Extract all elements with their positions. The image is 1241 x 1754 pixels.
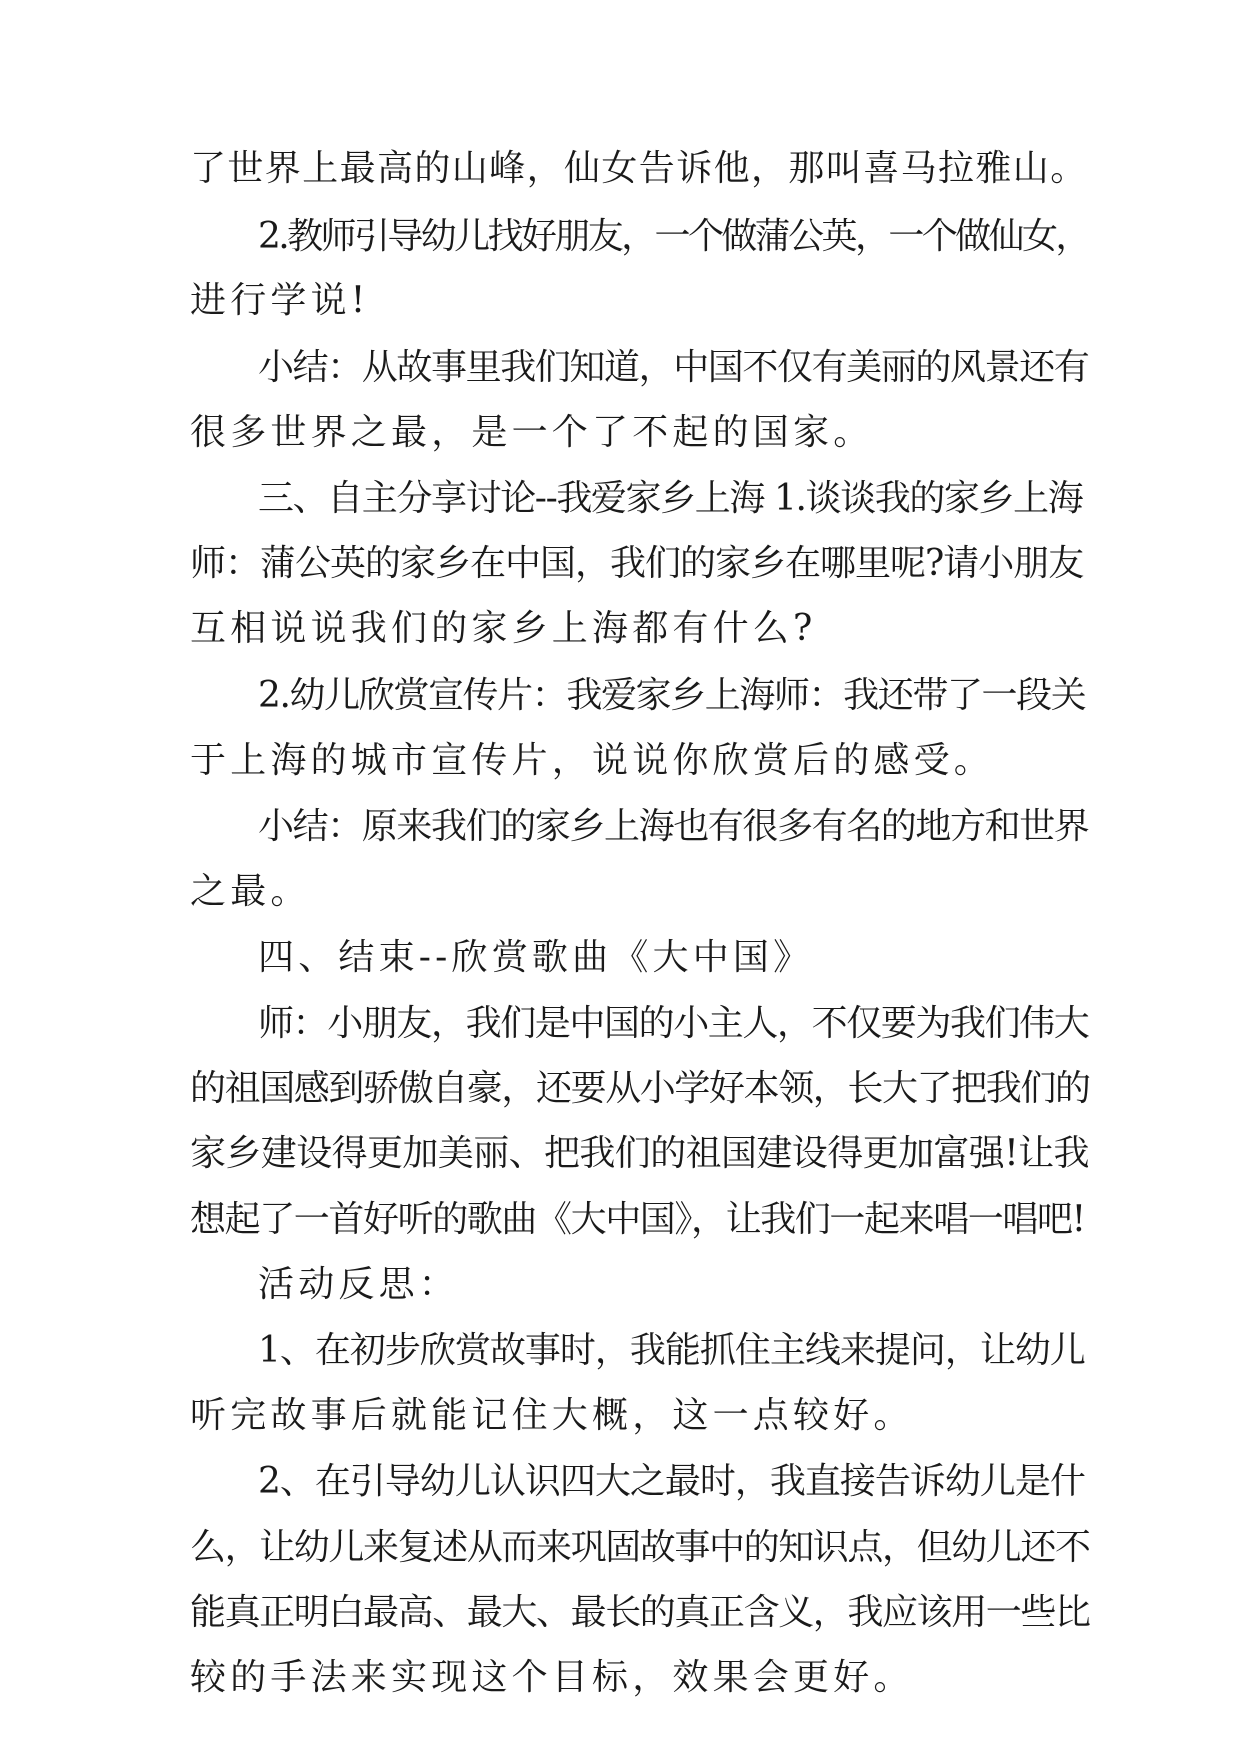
text-line: 师：蒲公英的家乡在中国，我们的家乡在哪里呢?请小朋友 bbox=[190, 543, 1084, 584]
text-line: 小结：原来我们的家乡上海也有很多有名的地方和世界 bbox=[258, 806, 1089, 847]
text-line: 2、在引导幼儿认识四大之最时，我直接告诉幼儿是什 bbox=[258, 1461, 1085, 1502]
text-line: 于上海的城市宣传片，说说你欣赏后的感受。 bbox=[190, 740, 995, 781]
text-line: 2.教师引导幼儿找好朋友，一个做蒲公英，一个做仙女， bbox=[258, 216, 1089, 257]
text-line: 四、结束--欣赏歌曲《大中国》 bbox=[258, 937, 814, 978]
text-line: 了世界上最高的山峰，仙女告诉他，那叫喜马拉雅山。 bbox=[190, 148, 1088, 189]
text-line: 的祖国感到骄傲自豪，还要从小学好本领，长大了把我们的 bbox=[190, 1068, 1090, 1109]
text-line: 之最。 bbox=[190, 871, 311, 912]
text-line: 想起了一首好听的歌曲《大中国》，让我们一起来唱一唱吧! bbox=[190, 1199, 1085, 1240]
text-line: 进行学说! bbox=[190, 280, 370, 321]
text-line: 么，让幼儿来复述从而来巩固故事中的知识点，但幼儿还不 bbox=[190, 1527, 1090, 1568]
text-line: 很多世界之最，是一个了不起的国家。 bbox=[190, 412, 874, 453]
text-line: 三、自主分享讨论--我爱家乡上海 1.谈谈我的家乡上海 bbox=[258, 478, 1083, 519]
text-line: 能真正明白最高、最大、最长的真正含义，我应该用一些比 bbox=[190, 1592, 1090, 1633]
text-line: 2.幼儿欣赏宣传片：我爱家乡上海师：我还带了一段关 bbox=[258, 675, 1086, 716]
text-line: 1、在初步欣赏故事时，我能抓住主线来提问，让幼儿 bbox=[258, 1330, 1085, 1371]
text-line: 师：小朋友，我们是中国的小主人，不仅要为我们伟大 bbox=[258, 1003, 1089, 1044]
text-line: 活动反思： bbox=[258, 1264, 460, 1305]
text-line: 较的手法来实现这个目标，效果会更好。 bbox=[190, 1657, 914, 1698]
text-line: 听完故事后就能记住大概，这一点较好。 bbox=[190, 1395, 914, 1436]
text-line: 互相说说我们的家乡上海都有什么? bbox=[190, 608, 817, 649]
text-line: 小结：从故事里我们知道，中国不仅有美丽的风景还有 bbox=[258, 347, 1089, 388]
text-line: 家乡建设得更加美丽、把我们的祖国建设得更加富强!让我 bbox=[190, 1133, 1089, 1174]
